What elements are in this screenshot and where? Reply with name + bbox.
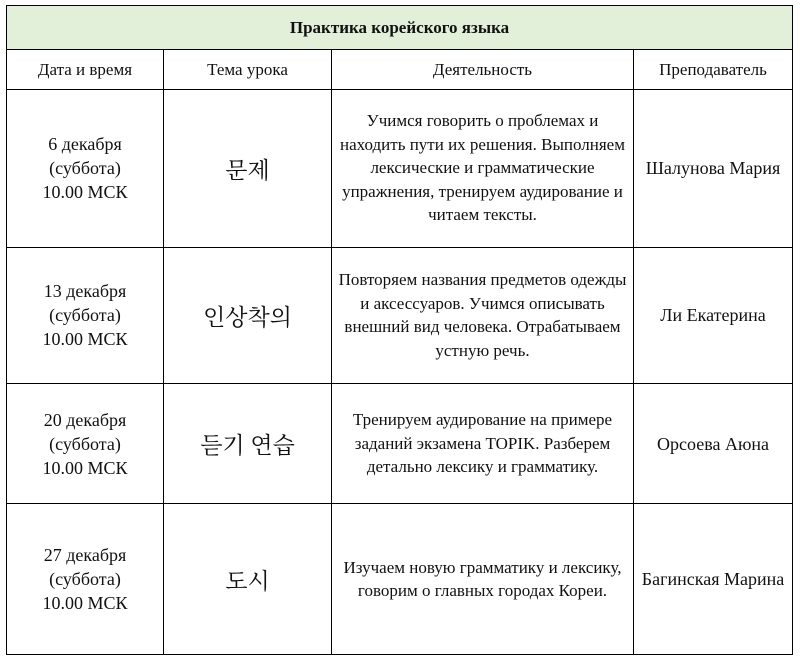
- header-topic: Тема урока: [164, 50, 332, 89]
- lesson-activity: Повторяем названия предметов одежды и аксессуаров. Учимся описывать внешний вид человека. Отрабатываем устную речь.: [332, 247, 634, 383]
- lesson-time: 10.00 МСК: [42, 182, 128, 203]
- lesson-time: 10.00 МСК: [42, 329, 128, 350]
- date-cell: [7, 89, 164, 247]
- date-cell: [7, 504, 164, 655]
- header-row: [7, 50, 793, 89]
- date-cell: [7, 384, 164, 504]
- table-title: Практика корейского языка: [7, 6, 793, 50]
- lesson-topic: 도시: [164, 504, 332, 655]
- lesson-weekday: (суббота): [49, 305, 121, 326]
- lesson-date: 6 декабря: [48, 134, 122, 155]
- lesson-weekday: (суббота): [49, 569, 121, 590]
- date-cell: [7, 247, 164, 383]
- lesson-weekday: (суббота): [49, 158, 121, 179]
- table-row: [7, 89, 793, 247]
- lesson-topic: 인상착의: [164, 247, 332, 383]
- header-teacher: Преподаватель: [634, 50, 793, 89]
- lesson-teacher: Ли Екатерина: [634, 247, 793, 383]
- lesson-date: 20 декабря: [43, 409, 127, 430]
- lesson-topic: 듣기 연습: [164, 384, 332, 504]
- lesson-topic: 문제: [164, 89, 332, 247]
- lesson-teacher: Шалунова Мария: [634, 89, 793, 247]
- header-activity: Деятельность: [332, 50, 634, 89]
- lesson-activity: Учимся говорить о проблемах и находить пути их решения. Выполняем лексические и грамматические упражнения, тренируем аудирование и читаем тексты.: [332, 89, 634, 247]
- lesson-activity: Тренируем аудирование на примере заданий экзамена TOPIK. Разберем детально лексику и грамматику.: [332, 384, 634, 504]
- lesson-date: 13 декабря: [43, 281, 127, 302]
- schedule-table: [6, 5, 793, 655]
- table-row: [7, 384, 793, 504]
- lesson-activity: Изучаем новую грамматику и лексику, говорим о главных городах Кореи.: [332, 504, 634, 655]
- lesson-teacher: Орсоева Аюна: [634, 384, 793, 504]
- table-row: [7, 504, 793, 655]
- title-row: [7, 6, 793, 50]
- lesson-weekday: (суббота): [49, 433, 121, 454]
- table-row: [7, 247, 793, 383]
- lesson-time: 10.00 МСК: [42, 457, 128, 478]
- lesson-date: 27 декабря: [43, 545, 127, 566]
- lesson-teacher: Багинская Марина: [634, 504, 793, 655]
- lesson-time: 10.00 МСК: [42, 593, 128, 614]
- header-date: Дата и время: [7, 50, 164, 89]
